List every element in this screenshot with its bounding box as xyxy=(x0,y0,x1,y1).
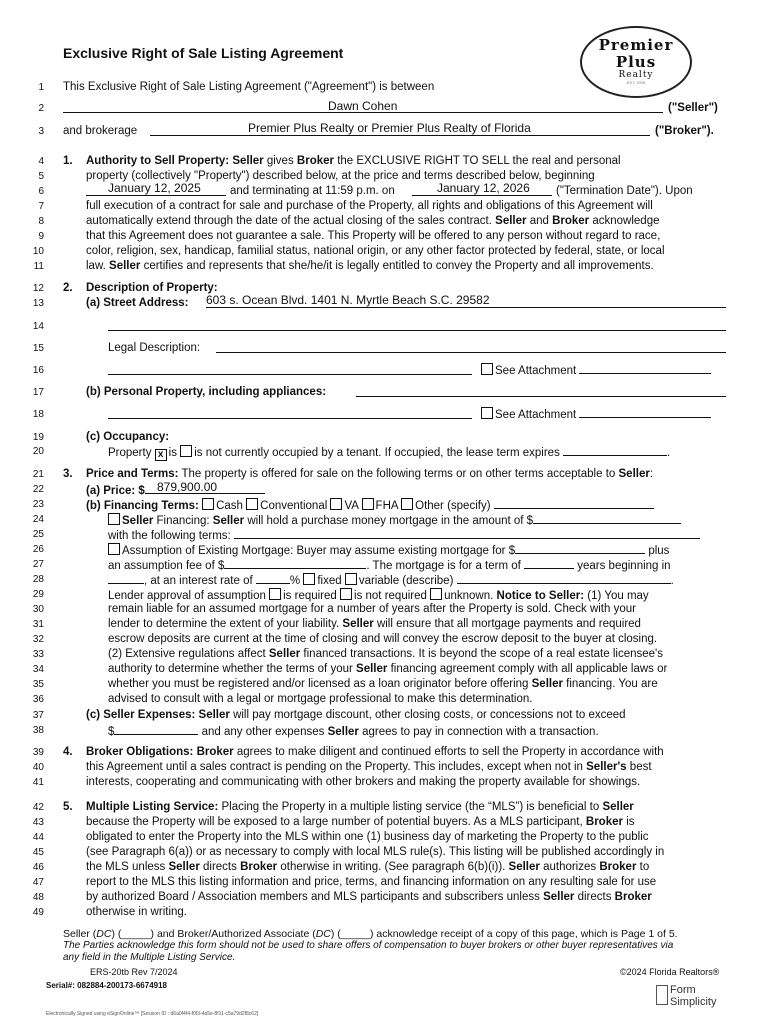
line-35: whether you must be registered and/or licensed as a loan originator before offering Seller financing. You are xyxy=(108,678,658,690)
lender-approval-line: Lender approval of assumption is required is not required unknown. Notice to Seller: (1) You may xyxy=(108,590,649,602)
occupancy-line: Property x is is not currently occupied by a tenant. If occupied, the lease term expires . xyxy=(108,447,671,460)
line-number: 40 xyxy=(32,762,44,773)
logo-line1: Premier xyxy=(598,36,674,54)
line-number: 13 xyxy=(32,298,44,309)
line-number: 36 xyxy=(32,694,44,705)
seller-financing-checkbox[interactable] xyxy=(108,513,120,525)
form-simplicity-word-1: Form xyxy=(670,984,696,996)
line-37: (c) Seller Expenses: Seller will pay mortgage discount, other closing costs, or concessions not to exceed xyxy=(86,709,626,721)
other-checkbox[interactable] xyxy=(401,498,413,510)
line-40: this Agreement until a sales contract is pending on the Property. This includes, except when not in Seller's best xyxy=(86,761,652,773)
line-number: 39 xyxy=(32,747,44,758)
line-number: 45 xyxy=(32,847,44,858)
line-47: report to the MLS this listing information and price, terms, and financing information on any resulting sale for use xyxy=(86,876,657,888)
esign-note: Electronically Signed using eSignOnline™ [Session ID : d6a0f4f4-f0f3-4a5e-8f11-c5a79d2f8c62] xyxy=(46,1011,259,1017)
section-2-heading: Description of Property: xyxy=(86,282,218,294)
line-number: 34 xyxy=(32,664,44,675)
associate-initials-field[interactable]: DC xyxy=(315,928,331,940)
seller-financing-line: Seller Financing: Seller will hold a purchase money mortgage in the amount of $ xyxy=(108,513,681,527)
line-42: Multiple Listing Service: Placing the Property in a multiple listing service (the “MLS”) is beneficial to Seller xyxy=(86,801,634,813)
section-1-line-8: automatically extend through the date of the actual closing of the sales contract. Seller and Broker acknowledge xyxy=(86,215,660,227)
see-attachment-checkbox-2[interactable]: See Attachment xyxy=(481,407,711,421)
line-number: 5 xyxy=(38,171,44,182)
line-38: $ and any other expenses Seller agrees to pay in connection with a transaction. xyxy=(108,726,599,738)
section-1-number: 1. xyxy=(63,155,73,167)
line-43: because the Property will be exposed to a large number of potential buyers. As a MLS participant, Broker is xyxy=(86,816,635,828)
line-number: 31 xyxy=(32,619,44,630)
conventional-checkbox[interactable] xyxy=(246,498,258,510)
legal-description-label: Legal Description: xyxy=(108,342,201,354)
acknowledgment-line: Seller (DC) (_____) and Broker/Authorized Associate (DC) (_____) acknowledge receipt of a copy of this page, which is Page 1 of 5. xyxy=(63,928,678,940)
line-number: 12 xyxy=(32,283,44,294)
street-address-field[interactable]: 603 s. Ocean Blvd. 1401 N. Myrtle Beach S.C. 29582 xyxy=(206,293,490,307)
line-number: 1 xyxy=(38,82,44,93)
legal-description-line-2 xyxy=(108,364,472,378)
line-48: by authorized Board / Association members and MLS participants and subscribers unless Seller directs Broker xyxy=(86,891,652,903)
line-30: remain liable for an assumed mortgage for a number of years after the Property is sold. Check with your xyxy=(108,603,636,615)
line-32: escrow deposits are current at the time of closing and will convey the escrow deposit to the buyer at closing. xyxy=(108,633,658,645)
variable-checkbox[interactable] xyxy=(345,573,357,585)
line-number: 26 xyxy=(32,544,44,555)
line-46: the MLS unless Seller directs Broker otherwise in writing. (See paragraph 6(b)(i)). Seller authorizes Broker to xyxy=(86,861,650,873)
form-simplicity-word-2: Simplicity xyxy=(670,996,717,1008)
line-45: (see Paragraph 6(a)) or as necessary to comply with local MLS rule(s). This listing will be published accordingly in xyxy=(86,846,665,858)
line-number: 8 xyxy=(38,216,44,227)
line-number: 20 xyxy=(32,446,44,457)
line-number: 44 xyxy=(32,832,44,843)
section-3-number: 3. xyxy=(63,468,73,480)
logo-line3: Realty xyxy=(618,70,654,80)
seller-label: ("Seller") xyxy=(668,102,718,114)
line-number: 46 xyxy=(32,862,44,873)
va-checkbox[interactable] xyxy=(330,498,342,510)
section-1-line-9: that this Agreement does not guarantee a sale. This Property will be offered to any person without regard to race, xyxy=(86,230,661,242)
blank-line-14 xyxy=(108,320,726,334)
line-41: interests, cooperating and communicating with other brokers and making the property available for showings. xyxy=(86,776,641,788)
fixed-checkbox[interactable] xyxy=(303,573,315,585)
line-number: 30 xyxy=(32,604,44,615)
form-id: ERS-20tb Rev 7/2024 xyxy=(90,967,178,977)
personal-property-label: (b) Personal Property, including appliances: xyxy=(86,386,327,398)
street-address-label: (a) Street Address: xyxy=(86,297,189,309)
mls-disclaimer-2: any field in the Multiple Listing Service. xyxy=(63,952,236,963)
line-number: 3 xyxy=(38,126,44,137)
line-number: 37 xyxy=(32,710,44,721)
financing-terms-line: (b) Financing Terms: Cash Conventional VA FHA Other (specify) xyxy=(86,498,654,512)
line-number: 32 xyxy=(32,634,44,645)
section-4-number: 4. xyxy=(63,746,73,758)
assumption-checkbox[interactable] xyxy=(108,543,120,555)
line-number: 35 xyxy=(32,679,44,690)
line-number: 19 xyxy=(32,432,44,443)
occupancy-is-not-checkbox[interactable] xyxy=(180,445,192,457)
line-number: 4 xyxy=(38,156,44,167)
line-31: lender to determine the extent of your liability. Seller will ensure that all mortgage payments and required xyxy=(108,618,641,630)
line-number: 7 xyxy=(38,201,44,212)
form-simplicity-icon xyxy=(656,985,668,1005)
occupancy-is-checkbox[interactable]: x xyxy=(155,449,167,461)
copyright: ©2024 Florida Realtors® xyxy=(620,967,720,977)
assumption-line: Assumption of Existing Mortgage: Buyer may assume existing mortgage for $ plus xyxy=(108,543,669,557)
line-number: 16 xyxy=(32,365,44,376)
section-3-line-21: Price and Terms: The property is offered for sale on the following terms or on other terms acceptable to Seller: xyxy=(86,468,654,480)
section-1-line-6a: and terminating at 11:59 p.m. on xyxy=(230,185,395,197)
line-number: 42 xyxy=(32,802,44,813)
brokerage-label: and brokerage xyxy=(63,125,138,137)
line-number: 47 xyxy=(32,877,44,888)
line-number: 43 xyxy=(32,817,44,828)
line-number: 17 xyxy=(32,387,44,398)
line-39: Broker Obligations: Broker agrees to make diligent and continued efforts to sell the Property in accordance with xyxy=(86,746,664,758)
line-number: 2 xyxy=(38,103,44,114)
financing-terms-line-25: with the following terms: xyxy=(108,528,700,542)
line-49: otherwise in writing. xyxy=(86,906,187,918)
premier-plus-realty-logo xyxy=(580,26,692,98)
line-number: 27 xyxy=(32,559,44,570)
line-number: 24 xyxy=(32,514,44,525)
interest-rate-line: , at an interest rate of % fixed variable (describe) . xyxy=(108,573,674,587)
line-number: 6 xyxy=(38,186,44,197)
line-number: 14 xyxy=(32,321,44,332)
line-36: advised to consult with a legal or mortgage professional to make this determination. xyxy=(108,693,533,705)
cash-checkbox[interactable] xyxy=(202,498,214,510)
logo-line2: Plus xyxy=(615,53,657,71)
line-number: 15 xyxy=(32,343,44,354)
line-number: 11 xyxy=(33,261,44,272)
line-number: 22 xyxy=(32,484,44,495)
seller-name-field[interactable]: Dawn Cohen xyxy=(328,99,398,113)
intro-text: This Exclusive Right of Sale Listing Agreement ("Agreement") is between xyxy=(63,81,435,93)
line-number: 41 xyxy=(32,777,44,788)
logo-line4: EST. 2005 xyxy=(626,80,646,85)
line-number: 23 xyxy=(32,499,44,510)
end-date-field[interactable]: January 12, 2026 xyxy=(437,181,530,195)
line-34: authority to determine whether the terms of your Seller financing agreement comply with all applicable laws or xyxy=(108,663,668,675)
section-1-line-6b: ("Termination Date"). Upon xyxy=(556,185,693,197)
section-5-number: 5. xyxy=(63,801,73,813)
mls-disclaimer-1: The Parties acknowledge this form should not be used to share offers of compensation to buyer brokers or other buyer representatives via xyxy=(63,940,674,951)
line-number: 25 xyxy=(32,529,44,540)
price-label: (a) Price: $ xyxy=(86,483,265,497)
line-number: 33 xyxy=(32,649,44,660)
line-44: obligated to enter the Property into the MLS within one (1) business day of marketing the Property to the public xyxy=(86,831,649,843)
line-number: 10 xyxy=(32,246,44,257)
line-number: 29 xyxy=(32,589,44,600)
section-2-number: 2. xyxy=(63,282,73,294)
occupancy-label: (c) Occupancy: xyxy=(86,431,170,443)
line-number: 9 xyxy=(38,231,44,242)
unknown-checkbox[interactable] xyxy=(430,588,442,600)
page-title: Exclusive Right of Sale Listing Agreement xyxy=(63,45,344,61)
is-not-required-checkbox[interactable] xyxy=(340,588,352,600)
section-1-line-5: property (collectively "Property") described below, at the price and terms described below, beginning xyxy=(86,170,595,182)
is-required-checkbox[interactable] xyxy=(269,588,281,600)
section-1-line-10: color, religion, sex, handicap, familial status, national origin, or any other factor protected by federal, state, or local xyxy=(86,245,665,257)
price-field[interactable]: 879,900.00 xyxy=(157,480,218,494)
fha-checkbox[interactable] xyxy=(362,498,374,510)
assumption-fee-line: an assumption fee of $ . The mortgage is for a term of years beginning in xyxy=(108,560,671,572)
broker-label: ("Broker"). xyxy=(655,125,714,137)
line-number: 49 xyxy=(32,907,44,918)
section-1-line-11: law. Seller certifies and represents that she/he/it is legally entitled to convey the Property and all improvements. xyxy=(86,260,654,272)
form-simplicity-logo xyxy=(670,984,716,1008)
line-number: 21 xyxy=(32,469,44,480)
see-attachment-checkbox-1[interactable]: See Attachment xyxy=(481,363,711,377)
section-1-line-7: full execution of a contract for sale and purchase of the Property, all rights and obligations of this Agreement will xyxy=(86,200,653,212)
serial-number: Serial#: 082884-200173-6674918 xyxy=(46,981,167,990)
brokerage-field[interactable]: Premier Plus Realty or Premier Plus Realty of Florida xyxy=(248,121,531,135)
line-number: 38 xyxy=(32,725,44,736)
line-33: (2) Extensive regulations affect Seller financed transactions. It is beyond the scope of a real estate licensee's xyxy=(108,648,663,660)
line-number: 18 xyxy=(32,409,44,420)
line-number: 28 xyxy=(32,574,44,585)
personal-property-line-2 xyxy=(108,408,472,422)
start-date-field[interactable]: January 12, 2025 xyxy=(108,181,201,195)
personal-property-line xyxy=(356,386,726,400)
section-1-line-4: Authority to Sell Property: Seller gives Broker the EXCLUSIVE RIGHT TO SELL the real and personal xyxy=(86,155,621,167)
line-number: 48 xyxy=(32,892,44,903)
legal-description-line xyxy=(216,342,726,356)
seller-initials-field[interactable]: DC xyxy=(96,928,112,940)
